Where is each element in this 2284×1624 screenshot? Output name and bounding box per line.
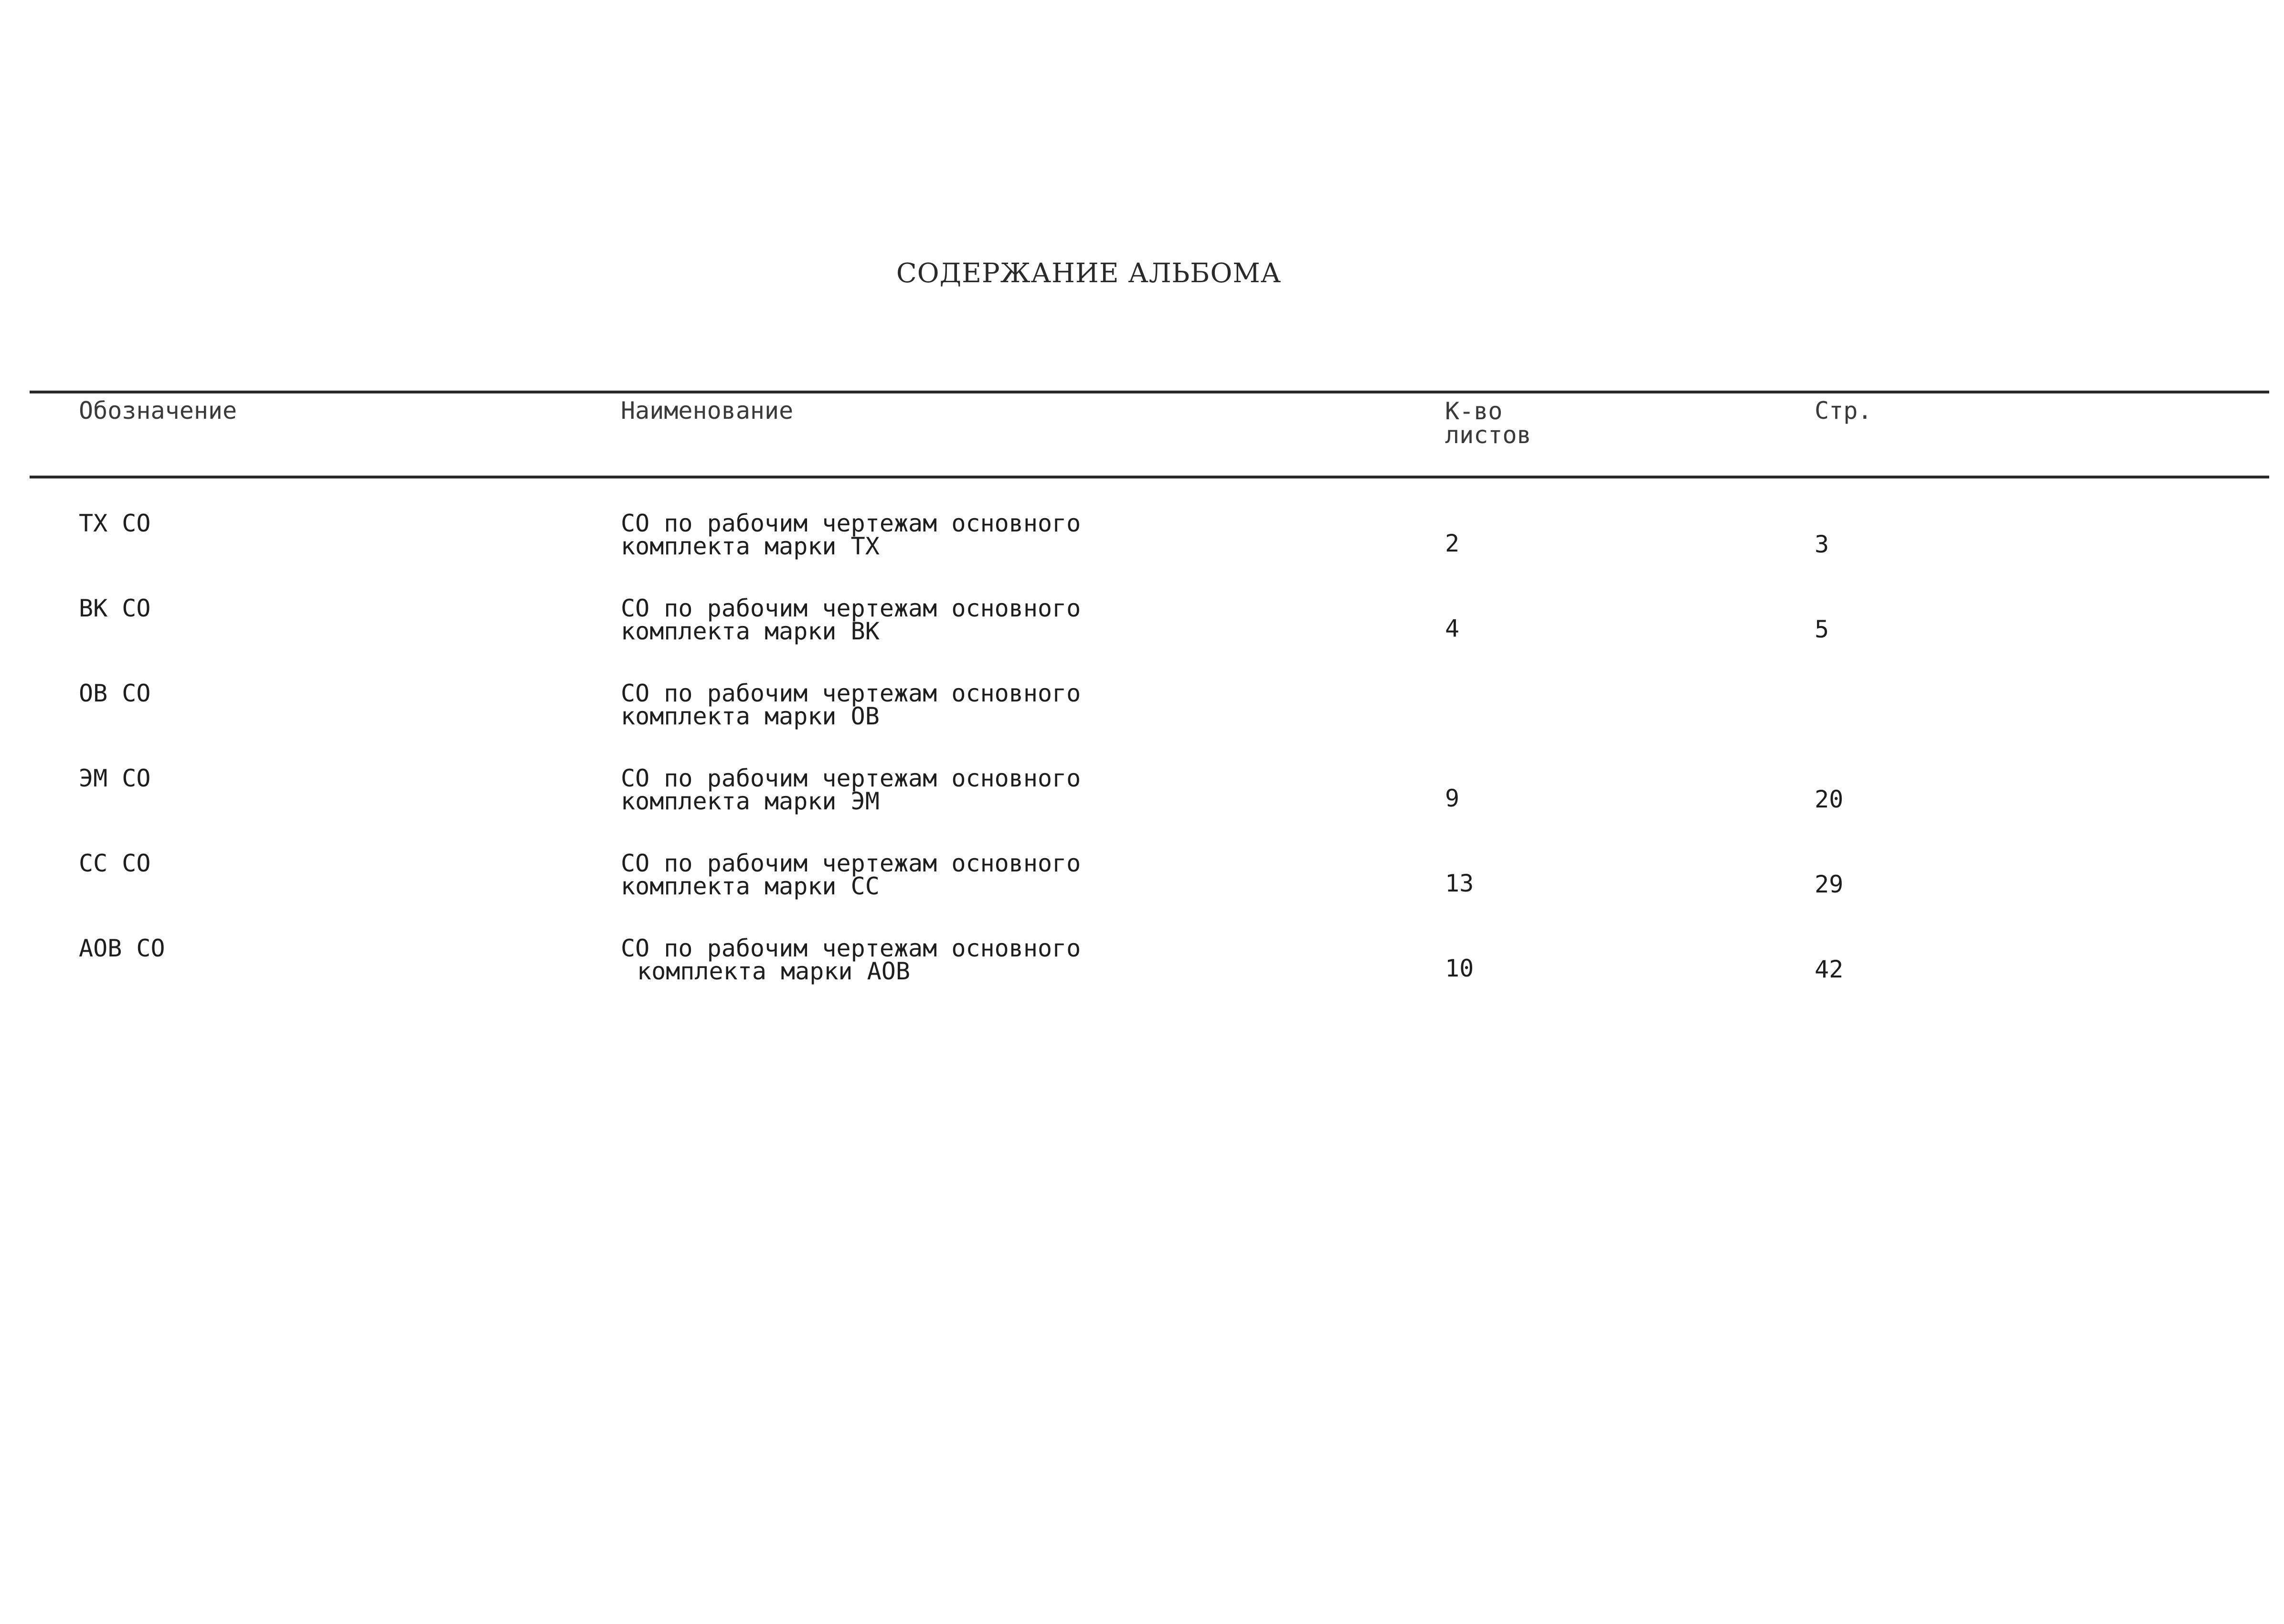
row-quantity: 13 <box>1445 870 1474 897</box>
row-page: 5 <box>1815 616 1829 643</box>
row-name-line2: комплекта марки АОВ <box>637 957 910 985</box>
row-page: 42 <box>1815 955 1844 983</box>
row-code: ВК СО <box>79 594 151 622</box>
row-name-line1: СО по рабочим чертежам основного <box>621 764 1081 792</box>
row-quantity: 2 <box>1445 530 1460 557</box>
header-page: Стр. <box>1815 397 1872 425</box>
row-code: ТХ СО <box>79 509 151 537</box>
row-quantity: 10 <box>1445 955 1474 982</box>
table-top-rule <box>30 391 2269 393</box>
page-title: СОДЕРЖАНИЕ АЛЬБОМА <box>896 258 1282 289</box>
row-name-line1: СО по рабочим чертежам основного <box>621 509 1081 537</box>
row-quantity: 4 <box>1445 615 1460 642</box>
row-name-line2: комплекта марки ВК <box>621 617 880 645</box>
row-code: ЭМ СО <box>79 764 151 792</box>
header-quantity <box>1445 399 1531 447</box>
row-code: СС СО <box>79 849 151 877</box>
row-page: 29 <box>1815 870 1844 898</box>
row-page: 20 <box>1815 785 1844 813</box>
header-quantity-line2: листов <box>1445 421 1531 449</box>
row-code: ОВ СО <box>79 679 151 707</box>
row-name-line2: комплекта марки СС <box>621 872 880 900</box>
row-name-line1: СО по рабочим чертежам основного <box>621 934 1081 962</box>
header-code: Обозначение <box>79 397 237 425</box>
row-code: АОВ СО <box>79 934 165 962</box>
header-quantity-line1: К-во <box>1445 397 1503 425</box>
row-name-line1: СО по рабочим чертежам основного <box>621 679 1081 707</box>
row-quantity: 9 <box>1445 785 1460 812</box>
row-name-line2: комплекта марки ЭМ <box>621 787 880 815</box>
row-name-line2: комплекта марки ОВ <box>621 702 880 730</box>
row-name-line1: СО по рабочим чертежам основного <box>621 594 1081 622</box>
row-name-line2: комплекта марки ТХ <box>621 532 880 560</box>
row-page: 3 <box>1815 531 1829 558</box>
header-bottom-rule <box>30 476 2269 478</box>
row-name-line1: СО по рабочим чертежам основного <box>621 849 1081 877</box>
header-name: Наименование <box>621 397 794 425</box>
